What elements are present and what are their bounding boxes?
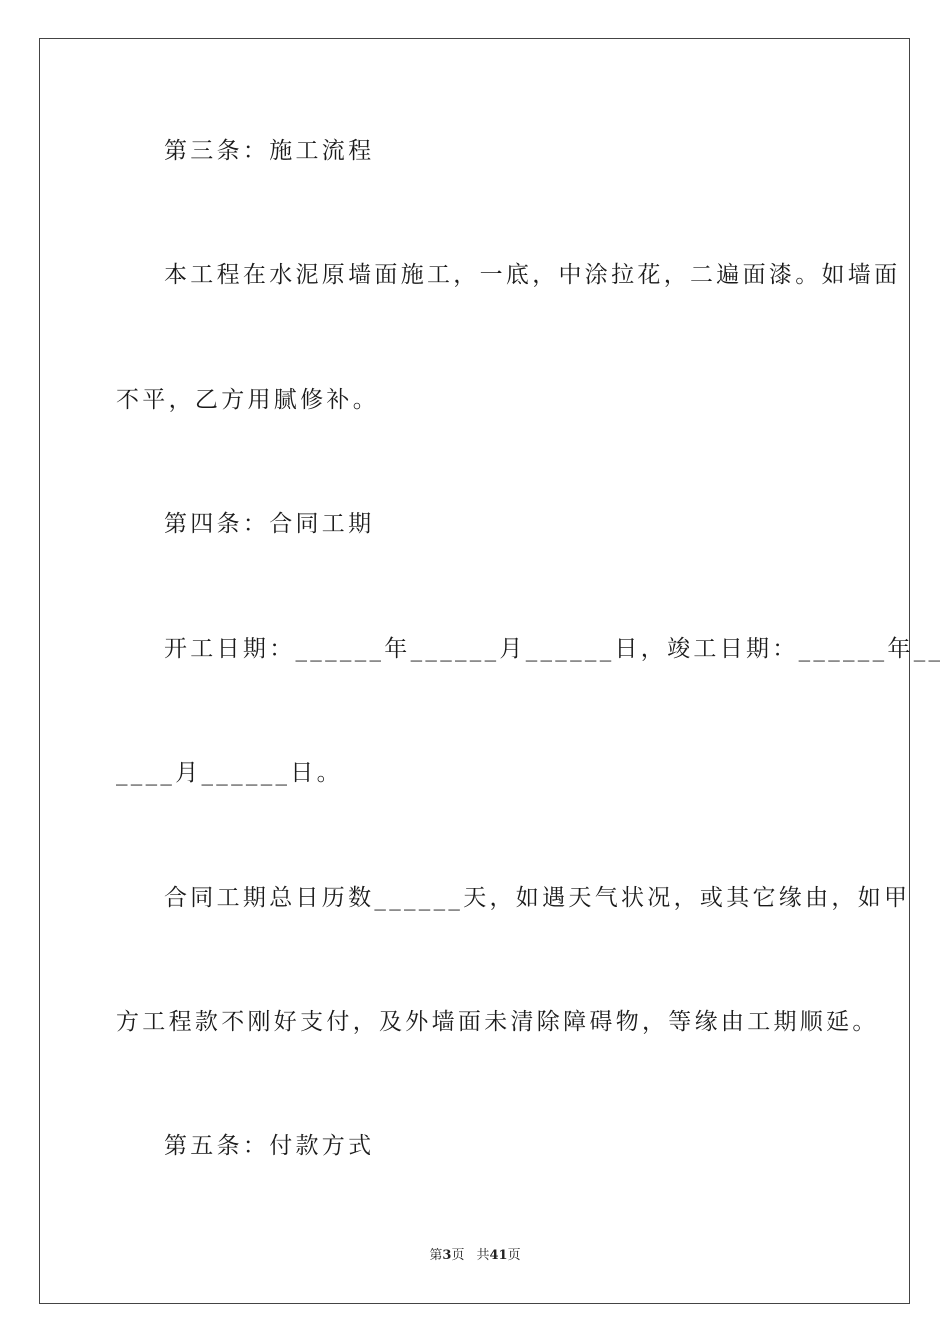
section-heading-3: 第三条：施工流程 bbox=[164, 138, 375, 164]
footer-page-suffix: 页 bbox=[451, 1248, 465, 1263]
section-heading-4: 第四条：合同工期 bbox=[164, 511, 375, 537]
page-border bbox=[39, 38, 944, 1304]
footer-total-pages: 41 bbox=[489, 1248, 508, 1263]
footer-total-suffix: 页 bbox=[507, 1248, 521, 1263]
paragraph-line: ____月______日。 bbox=[116, 760, 343, 786]
paragraph-line: 开工日期：______年______月______日，竣工日期：______年__ bbox=[164, 636, 944, 662]
paragraph-line: 方工程款不刚好支付，及外墙面未清除障碍物，等缘由工期顺延。 bbox=[116, 1009, 879, 1035]
paragraph-line: 本工程在水泥原墙面施工，一底，中涂拉花，二遍面漆。如墙面 bbox=[164, 262, 901, 288]
paragraph-line: 不平，乙方用腻修补。 bbox=[116, 387, 379, 413]
footer-total-prefix: 共 bbox=[476, 1248, 490, 1263]
section-heading-5: 第五条：付款方式 bbox=[164, 1133, 375, 1159]
footer-page-number: 3 bbox=[442, 1248, 452, 1263]
footer-page-prefix: 第 bbox=[429, 1248, 443, 1263]
page-footer bbox=[0, 1247, 950, 1265]
paragraph-line: 合同工期总日历数______天，如遇天气状况，或其它缘由，如甲 bbox=[164, 885, 911, 911]
